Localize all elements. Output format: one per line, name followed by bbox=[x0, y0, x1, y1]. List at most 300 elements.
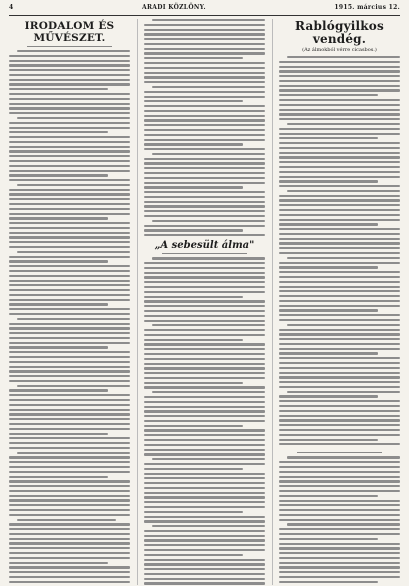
section-title-irodalom: IRODALOM ÉS MŰVÉSZET. bbox=[24, 20, 115, 44]
text-line-placeholder bbox=[144, 348, 265, 350]
text-line-placeholder bbox=[279, 281, 400, 283]
text-line-placeholder bbox=[279, 209, 400, 211]
text-line-placeholder bbox=[279, 372, 400, 374]
text-line-placeholder bbox=[279, 156, 400, 158]
text-line-placeholder bbox=[144, 305, 265, 307]
text-line-placeholder bbox=[279, 543, 400, 545]
text-line-placeholder bbox=[287, 456, 400, 458]
text-line-placeholder bbox=[144, 310, 265, 312]
text-line-placeholder bbox=[279, 252, 400, 254]
text-line-placeholder bbox=[144, 425, 243, 427]
text-line-placeholder bbox=[9, 146, 130, 148]
text-line-placeholder bbox=[279, 581, 378, 583]
text-line-placeholder bbox=[279, 576, 400, 578]
text-line-placeholder bbox=[279, 504, 400, 506]
text-line-placeholder bbox=[9, 260, 108, 262]
text-line-placeholder bbox=[9, 236, 130, 238]
text-line-placeholder bbox=[9, 409, 130, 411]
text-line-placeholder bbox=[152, 220, 265, 222]
text-line-placeholder bbox=[9, 476, 108, 478]
text-line-placeholder bbox=[17, 251, 130, 253]
text-line-placeholder bbox=[144, 386, 265, 388]
text-line-placeholder bbox=[279, 247, 400, 249]
text-line-placeholder bbox=[279, 376, 400, 378]
text-line-placeholder bbox=[9, 389, 108, 391]
text-line-placeholder bbox=[144, 205, 265, 207]
text-line-placeholder bbox=[144, 377, 265, 379]
text-line-placeholder bbox=[144, 554, 243, 556]
text-line-placeholder bbox=[144, 396, 265, 398]
text-line-placeholder bbox=[144, 568, 265, 570]
text-line-placeholder bbox=[9, 399, 130, 401]
section-title-rablogyilkos: Rablógyilkos vendég. bbox=[295, 19, 384, 46]
text-line-placeholder bbox=[9, 112, 130, 114]
text-line-placeholder bbox=[144, 559, 265, 561]
text-line-placeholder bbox=[9, 208, 130, 210]
text-line-placeholder bbox=[9, 571, 130, 573]
text-line-placeholder bbox=[279, 552, 400, 554]
text-line-placeholder bbox=[9, 466, 130, 468]
text-line-placeholder bbox=[279, 362, 400, 364]
text-line-placeholder bbox=[279, 329, 400, 331]
text-line-placeholder bbox=[17, 519, 116, 521]
text-line-placeholder bbox=[279, 566, 400, 568]
text-line-placeholder bbox=[9, 241, 130, 243]
text-line-placeholder bbox=[9, 495, 130, 497]
text-line-placeholder bbox=[9, 346, 108, 348]
text-line-placeholder bbox=[279, 276, 400, 278]
text-line-placeholder bbox=[279, 547, 400, 549]
text-line-placeholder bbox=[279, 509, 400, 511]
text-line-placeholder bbox=[144, 477, 265, 479]
text-line-placeholder bbox=[9, 193, 130, 195]
text-line-placeholder bbox=[144, 439, 265, 441]
text-line-placeholder bbox=[144, 291, 265, 293]
text-line-placeholder bbox=[9, 313, 130, 315]
text-line-placeholder bbox=[9, 136, 130, 138]
text-line-placeholder bbox=[9, 471, 130, 473]
text-line-placeholder bbox=[279, 137, 378, 139]
text-line-placeholder bbox=[152, 153, 265, 155]
text-line-placeholder bbox=[279, 109, 400, 111]
text-line-placeholder bbox=[9, 60, 130, 62]
text-line-placeholder bbox=[144, 563, 265, 565]
text-line-placeholder bbox=[144, 281, 265, 283]
text-line-placeholder bbox=[144, 276, 265, 278]
text-line-placeholder bbox=[144, 115, 265, 117]
text-line-placeholder bbox=[144, 29, 265, 31]
text-line-placeholder bbox=[144, 315, 265, 317]
text-line-placeholder bbox=[144, 91, 265, 93]
text-line-placeholder bbox=[9, 303, 108, 305]
text-line-placeholder bbox=[144, 578, 265, 580]
text-line-placeholder bbox=[279, 75, 400, 77]
text-line-placeholder bbox=[279, 495, 378, 497]
text-line-placeholder bbox=[9, 404, 130, 406]
text-line-placeholder bbox=[144, 473, 265, 475]
text-line-placeholder bbox=[9, 64, 130, 66]
text-line-placeholder bbox=[9, 490, 130, 492]
text-line-placeholder bbox=[144, 535, 265, 537]
text-line-placeholder bbox=[279, 142, 400, 144]
text-line-placeholder bbox=[144, 501, 265, 503]
text-line-placeholder bbox=[144, 191, 265, 193]
text-line-placeholder bbox=[9, 170, 130, 172]
text-line-placeholder bbox=[9, 150, 130, 152]
text-line-placeholder bbox=[9, 103, 130, 105]
text-line-placeholder bbox=[9, 189, 130, 191]
text-line-placeholder bbox=[279, 419, 400, 421]
text-line-placeholder bbox=[144, 225, 265, 227]
text-line-placeholder bbox=[152, 525, 265, 527]
text-line-placeholder bbox=[144, 234, 265, 236]
text-line-placeholder bbox=[279, 242, 400, 244]
text-line-placeholder bbox=[279, 290, 400, 292]
text-line-placeholder bbox=[144, 516, 265, 518]
text-line-placeholder bbox=[279, 295, 400, 297]
divider bbox=[297, 452, 382, 453]
text-line-placeholder bbox=[279, 514, 400, 516]
text-line-placeholder bbox=[144, 511, 243, 513]
text-line-placeholder bbox=[279, 429, 400, 431]
text-line-placeholder bbox=[144, 43, 265, 45]
text-line-placeholder bbox=[279, 309, 378, 311]
text-line-placeholder bbox=[279, 538, 378, 540]
text-line-placeholder bbox=[9, 83, 130, 85]
text-line-placeholder bbox=[144, 487, 265, 489]
text-line-placeholder bbox=[279, 204, 400, 206]
text-line-placeholder bbox=[279, 180, 378, 182]
item-title-sebesult: „A sebesült álma" bbox=[154, 240, 255, 252]
text-line-placeholder bbox=[9, 361, 130, 363]
text-line-placeholder bbox=[287, 391, 400, 393]
text-line-placeholder bbox=[279, 319, 400, 321]
text-line-placeholder bbox=[279, 410, 400, 412]
text-line-placeholder bbox=[9, 447, 130, 449]
text-line-placeholder bbox=[279, 395, 378, 397]
text-line-placeholder bbox=[144, 549, 265, 551]
text-line-placeholder bbox=[144, 229, 243, 231]
text-line-placeholder bbox=[144, 124, 265, 126]
text-line-placeholder bbox=[9, 299, 130, 301]
text-line-placeholder bbox=[144, 267, 265, 269]
text-line-placeholder bbox=[144, 582, 265, 584]
text-line-placeholder bbox=[9, 165, 130, 167]
text-line-placeholder bbox=[9, 509, 130, 511]
text-line-placeholder bbox=[279, 415, 400, 417]
text-line-placeholder bbox=[9, 442, 130, 444]
text-line-placeholder bbox=[144, 367, 265, 369]
text-line-placeholder bbox=[9, 327, 130, 329]
text-line-placeholder bbox=[144, 134, 265, 136]
text-line-placeholder bbox=[279, 89, 400, 91]
masthead: ARADI KÖZLÖNY. bbox=[142, 4, 206, 11]
text-line-placeholder bbox=[144, 196, 265, 198]
text-line-placeholder bbox=[279, 238, 400, 240]
text-line-placeholder bbox=[279, 286, 400, 288]
text-line-placeholder bbox=[279, 195, 400, 197]
text-line-placeholder bbox=[144, 520, 265, 522]
text-line-placeholder bbox=[144, 372, 265, 374]
text-line-placeholder bbox=[152, 324, 265, 326]
text-line-placeholder bbox=[144, 177, 265, 179]
text-line-placeholder bbox=[279, 400, 400, 402]
text-line-placeholder bbox=[9, 280, 130, 282]
text-line-placeholder bbox=[144, 286, 265, 288]
text-line-placeholder bbox=[9, 79, 130, 81]
text-line-placeholder bbox=[9, 366, 130, 368]
text-line-placeholder bbox=[144, 530, 265, 532]
text-line-placeholder bbox=[9, 213, 130, 215]
text-line-placeholder bbox=[279, 466, 400, 468]
text-line-placeholder bbox=[152, 19, 265, 21]
text-line-placeholder bbox=[144, 573, 265, 575]
text-line-placeholder bbox=[144, 363, 265, 365]
issue-date: 1915. március 12. bbox=[334, 4, 400, 11]
text-line-placeholder bbox=[144, 148, 265, 150]
text-columns bbox=[9, 19, 400, 585]
text-line-placeholder bbox=[144, 339, 243, 341]
text-line-placeholder bbox=[9, 547, 130, 549]
text-line-placeholder bbox=[279, 424, 400, 426]
text-line-placeholder bbox=[279, 571, 400, 573]
text-line-placeholder bbox=[144, 100, 243, 102]
text-line-placeholder bbox=[9, 351, 130, 353]
text-line-placeholder bbox=[144, 343, 265, 345]
page-number: 4 bbox=[9, 4, 14, 11]
body-text-lines bbox=[9, 50, 130, 585]
text-line-placeholder bbox=[9, 141, 130, 143]
text-line-placeholder bbox=[17, 385, 130, 387]
text-line-placeholder bbox=[279, 128, 400, 130]
text-line-placeholder bbox=[9, 256, 130, 258]
text-line-placeholder bbox=[279, 357, 400, 359]
text-line-placeholder bbox=[279, 352, 378, 354]
text-line-placeholder bbox=[9, 342, 130, 344]
text-line-placeholder bbox=[9, 222, 130, 224]
text-line-placeholder bbox=[279, 176, 400, 178]
text-line-placeholder bbox=[152, 458, 265, 460]
text-line-placeholder bbox=[144, 353, 265, 355]
text-line-placeholder bbox=[279, 434, 400, 436]
text-line-placeholder bbox=[9, 538, 130, 540]
text-line-placeholder bbox=[144, 201, 265, 203]
text-line-placeholder bbox=[9, 107, 130, 109]
text-line-placeholder bbox=[279, 367, 400, 369]
text-line-placeholder bbox=[9, 394, 130, 396]
column-middle bbox=[137, 19, 265, 585]
text-line-placeholder bbox=[144, 57, 243, 59]
page-header bbox=[9, 4, 400, 16]
text-line-placeholder bbox=[144, 76, 265, 78]
text-line-placeholder bbox=[9, 275, 130, 277]
text-line-placeholder bbox=[9, 217, 108, 219]
text-line-placeholder bbox=[144, 539, 265, 541]
text-line-placeholder bbox=[144, 429, 265, 431]
text-line-placeholder bbox=[17, 117, 130, 119]
text-line-placeholder bbox=[144, 110, 265, 112]
text-line-placeholder bbox=[9, 232, 130, 234]
text-line-placeholder bbox=[279, 314, 400, 316]
text-line-placeholder bbox=[144, 129, 265, 131]
text-line-placeholder bbox=[144, 48, 265, 50]
text-line-placeholder bbox=[279, 348, 400, 350]
text-line-placeholder bbox=[9, 562, 108, 564]
text-line-placeholder bbox=[279, 557, 400, 559]
text-line-placeholder bbox=[9, 566, 130, 568]
text-line-placeholder bbox=[144, 410, 265, 412]
text-line-placeholder bbox=[17, 318, 130, 320]
text-line-placeholder bbox=[279, 152, 400, 154]
text-line-placeholder bbox=[9, 428, 130, 430]
text-line-placeholder bbox=[279, 70, 400, 72]
text-line-placeholder bbox=[279, 300, 400, 302]
body-text-lines bbox=[279, 56, 400, 445]
text-line-placeholder bbox=[9, 131, 108, 133]
text-line-placeholder bbox=[9, 69, 130, 71]
text-line-placeholder bbox=[279, 471, 400, 473]
text-line-placeholder bbox=[9, 284, 130, 286]
text-line-placeholder bbox=[9, 332, 130, 334]
text-line-placeholder bbox=[144, 182, 265, 184]
text-line-placeholder bbox=[279, 223, 378, 225]
text-line-placeholder bbox=[279, 338, 400, 340]
text-line-placeholder bbox=[9, 265, 130, 267]
text-line-placeholder bbox=[279, 133, 400, 135]
text-line-placeholder bbox=[279, 480, 400, 482]
text-line-placeholder bbox=[144, 434, 265, 436]
text-line-placeholder bbox=[287, 324, 400, 326]
text-line-placeholder bbox=[279, 305, 400, 307]
text-line-placeholder bbox=[9, 557, 130, 559]
text-line-placeholder bbox=[279, 185, 400, 187]
text-line-placeholder bbox=[144, 33, 265, 35]
text-line-placeholder bbox=[9, 581, 130, 583]
text-line-placeholder bbox=[9, 375, 130, 377]
text-line-placeholder bbox=[144, 453, 265, 455]
text-line-placeholder bbox=[144, 320, 265, 322]
text-line-placeholder bbox=[9, 270, 130, 272]
text-line-placeholder bbox=[9, 437, 130, 439]
text-line-placeholder bbox=[144, 449, 265, 451]
text-line-placeholder bbox=[279, 528, 400, 530]
text-line-placeholder bbox=[144, 415, 265, 417]
text-line-placeholder bbox=[144, 52, 265, 54]
divider bbox=[27, 46, 112, 47]
text-line-placeholder bbox=[144, 210, 265, 212]
column-left bbox=[9, 19, 130, 585]
text-line-placeholder bbox=[144, 96, 265, 98]
text-line-placeholder bbox=[279, 99, 400, 101]
text-line-placeholder bbox=[144, 420, 265, 422]
text-line-placeholder bbox=[279, 118, 400, 120]
text-line-placeholder bbox=[144, 38, 265, 40]
text-line-placeholder bbox=[9, 203, 130, 205]
text-line-placeholder bbox=[144, 167, 265, 169]
text-line-placeholder bbox=[9, 55, 130, 57]
text-line-placeholder bbox=[9, 289, 130, 291]
text-line-placeholder bbox=[9, 523, 130, 525]
text-line-placeholder bbox=[144, 300, 265, 302]
text-line-placeholder bbox=[17, 184, 130, 186]
text-line-placeholder bbox=[279, 262, 400, 264]
text-line-placeholder bbox=[9, 370, 130, 372]
text-line-placeholder bbox=[9, 528, 130, 530]
text-line-placeholder bbox=[279, 500, 400, 502]
text-line-placeholder bbox=[9, 98, 130, 100]
text-line-placeholder bbox=[279, 233, 400, 235]
text-line-placeholder bbox=[9, 514, 130, 516]
text-line-placeholder bbox=[279, 266, 378, 268]
text-line-placeholder bbox=[279, 271, 400, 273]
text-line-placeholder bbox=[144, 496, 265, 498]
text-line-placeholder bbox=[144, 482, 265, 484]
text-line-placeholder bbox=[279, 85, 400, 87]
text-line-placeholder bbox=[9, 423, 130, 425]
text-line-placeholder bbox=[9, 174, 108, 176]
text-line-placeholder bbox=[144, 262, 265, 264]
text-line-placeholder bbox=[279, 199, 400, 201]
text-line-placeholder bbox=[152, 257, 265, 259]
text-line-placeholder bbox=[144, 81, 265, 83]
text-line-placeholder bbox=[279, 533, 400, 535]
text-line-placeholder bbox=[9, 413, 130, 415]
text-line-placeholder bbox=[279, 61, 400, 63]
text-line-placeholder bbox=[17, 50, 130, 52]
text-line-placeholder bbox=[9, 504, 130, 506]
text-line-placeholder bbox=[144, 468, 243, 470]
text-line-placeholder bbox=[144, 158, 265, 160]
text-line-placeholder bbox=[9, 308, 130, 310]
text-line-placeholder bbox=[9, 576, 130, 578]
text-line-placeholder bbox=[9, 246, 130, 248]
text-line-placeholder bbox=[279, 94, 378, 96]
text-line-placeholder bbox=[9, 127, 130, 129]
text-line-placeholder bbox=[144, 463, 265, 465]
text-line-placeholder bbox=[279, 166, 400, 168]
text-line-placeholder bbox=[287, 123, 400, 125]
text-line-placeholder bbox=[279, 228, 400, 230]
text-line-placeholder bbox=[144, 401, 265, 403]
body-text-lines bbox=[144, 257, 265, 585]
text-line-placeholder bbox=[9, 533, 130, 535]
text-line-placeholder bbox=[279, 476, 400, 478]
divider bbox=[162, 253, 247, 254]
text-line-placeholder bbox=[279, 490, 400, 492]
body-text-lines bbox=[144, 19, 265, 236]
article-subtitle: (Az álmokból vérre cicasbos.) bbox=[302, 47, 377, 53]
text-line-placeholder bbox=[9, 88, 108, 90]
text-line-placeholder bbox=[279, 80, 400, 82]
text-line-placeholder bbox=[144, 162, 265, 164]
text-line-placeholder bbox=[9, 294, 130, 296]
text-line-placeholder bbox=[9, 323, 130, 325]
text-line-placeholder bbox=[144, 24, 265, 26]
text-line-placeholder bbox=[9, 227, 130, 229]
text-line-placeholder bbox=[144, 72, 265, 74]
text-line-placeholder bbox=[9, 461, 130, 463]
text-line-placeholder bbox=[152, 391, 265, 393]
text-line-placeholder bbox=[144, 406, 265, 408]
text-line-placeholder bbox=[287, 523, 400, 525]
text-line-placeholder bbox=[9, 418, 130, 420]
text-line-placeholder bbox=[9, 356, 130, 358]
text-line-placeholder bbox=[144, 329, 265, 331]
text-line-placeholder bbox=[279, 171, 400, 173]
text-line-placeholder bbox=[9, 380, 130, 382]
text-line-placeholder bbox=[9, 74, 130, 76]
text-line-placeholder bbox=[144, 67, 265, 69]
